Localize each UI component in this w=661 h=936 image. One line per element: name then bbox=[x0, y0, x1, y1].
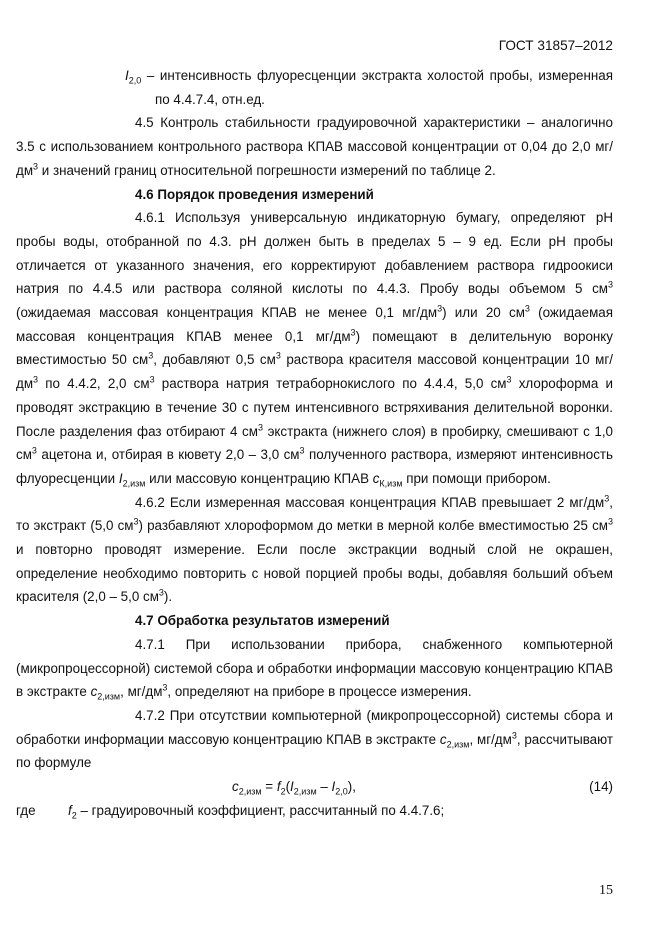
definition-i20: $I_{2,0}$ – интенсивность флуоресценции экстракта холостой пробы, измеренная по 4.4.7.4, отн.ед. bbox=[125, 68, 613, 107]
formula-14 bbox=[16, 775, 613, 799]
standard-header: ГОСТ 31857–2012 bbox=[498, 38, 613, 53]
page-number: 15 bbox=[599, 883, 613, 898]
where-definition: $f_2$ – градуировочный коэффициент, рассчитанный по 4.4.7.6; bbox=[68, 803, 445, 821]
where-clause bbox=[16, 799, 613, 823]
clause-4-6-2: 4.6.2 Если измеренная массовая концентрация КПАВ превышает 2 $мг/дм^3$, то экстракт (5,0 $см^3$) разбавляют хлороформом до метки в мерной колбе вместимостью 25 $см^3$ и повторно проводят измерение. Если после экстракции водный слой не окрашен, определение необходимо повторить с новой порцией пробы воды, добавляя больший объем красителя (2,0 – 5,0 $см^3$). bbox=[16, 493, 613, 605]
clause-4-7-1: 4.7.1 При использовании прибора, снабженного компьютерной (микропроцессорной) системой сбора и обработки информации массовую концентрацию КПАВ в экстракте $c_{2,изм}$, $мг/дм^3$, определяют на приборе в процессе измерения. bbox=[16, 636, 613, 702]
clause-4-6-1: 4.6.1 Используя универсальную индикаторную бумагу, определяют рН пробы воды, отобранной по 4.3. рН должен быть в пределах 5 – 9 ед. Если рН пробы отличается от указанного значения, его корректируют добавлением раствора гидроокиси натрия по 4.4.5 или раствора соляной кислоты по 4.4.3. Пробу воды объемом 5 $см^3$ (ожидаемая массовая концентрация КПАВ не менее 0,1 $мг/дм^3$) или 20 $см^3$ (ожидаемая массовая концентрация КПАВ менее 0,1 $мг/дм^3$) помещают в делительную воронку вместимостью 50 $см^3$, добавляют 0,5 $см^3$ раствора красителя массовой концентрации 10 $мг/дм^3$ по 4.4.2, 2,0 $см^3$ раствора натрия тетраборнокислого по 4.4.4, 5,0 $см^3$ хлороформа и проводят экстракцию в течение 30 с путем интенсивного встряхивания делительной воронки. После разделения фаз отбирают 4 $см^3$ экстракта (нижнего слоя) в пробирку, смешивают с 1,0 $см^3$ ацетона и, отбирая в кювету 2,0 – 3,0 $см^3$ полученного раствора, измеряют интенсивность флуоресценции $I_{2,изм}$ или массовую концентрацию КПАВ $c_{К,изм}$ при помощи прибором. bbox=[16, 210, 614, 489]
clause-4-7-2: 4.7.2 При отсутствии компьютерной (микропроцессорной) системы сбора и обработки информации массовую концентрацию КПАВ в экстракте $c_{2,изм}$, $мг/дм^3$, рассчитывают по формуле bbox=[16, 707, 613, 771]
body-text bbox=[16, 64, 614, 823]
formula-number: (14) bbox=[589, 779, 613, 795]
clause-4-5: 4.5 Контроль стабильности градуировочной характеристики – аналогично 3.5 с использованием контрольного раствора КПАВ массовой концентрации от 0,04 до 2,0 $мг/дм^3$ и значений границ относительной погрешности измерений по таблице 2. bbox=[16, 115, 613, 178]
heading-4-7: 4.7 Обработка результатов измерений bbox=[135, 613, 390, 629]
heading-4-6: 4.6 Порядок проведения измерений bbox=[135, 186, 374, 202]
where-word: где bbox=[16, 803, 36, 819]
formula-expression: $c_{2,изм} = f_2(I_{2,изм} - I_{2,0})$, bbox=[232, 779, 356, 797]
